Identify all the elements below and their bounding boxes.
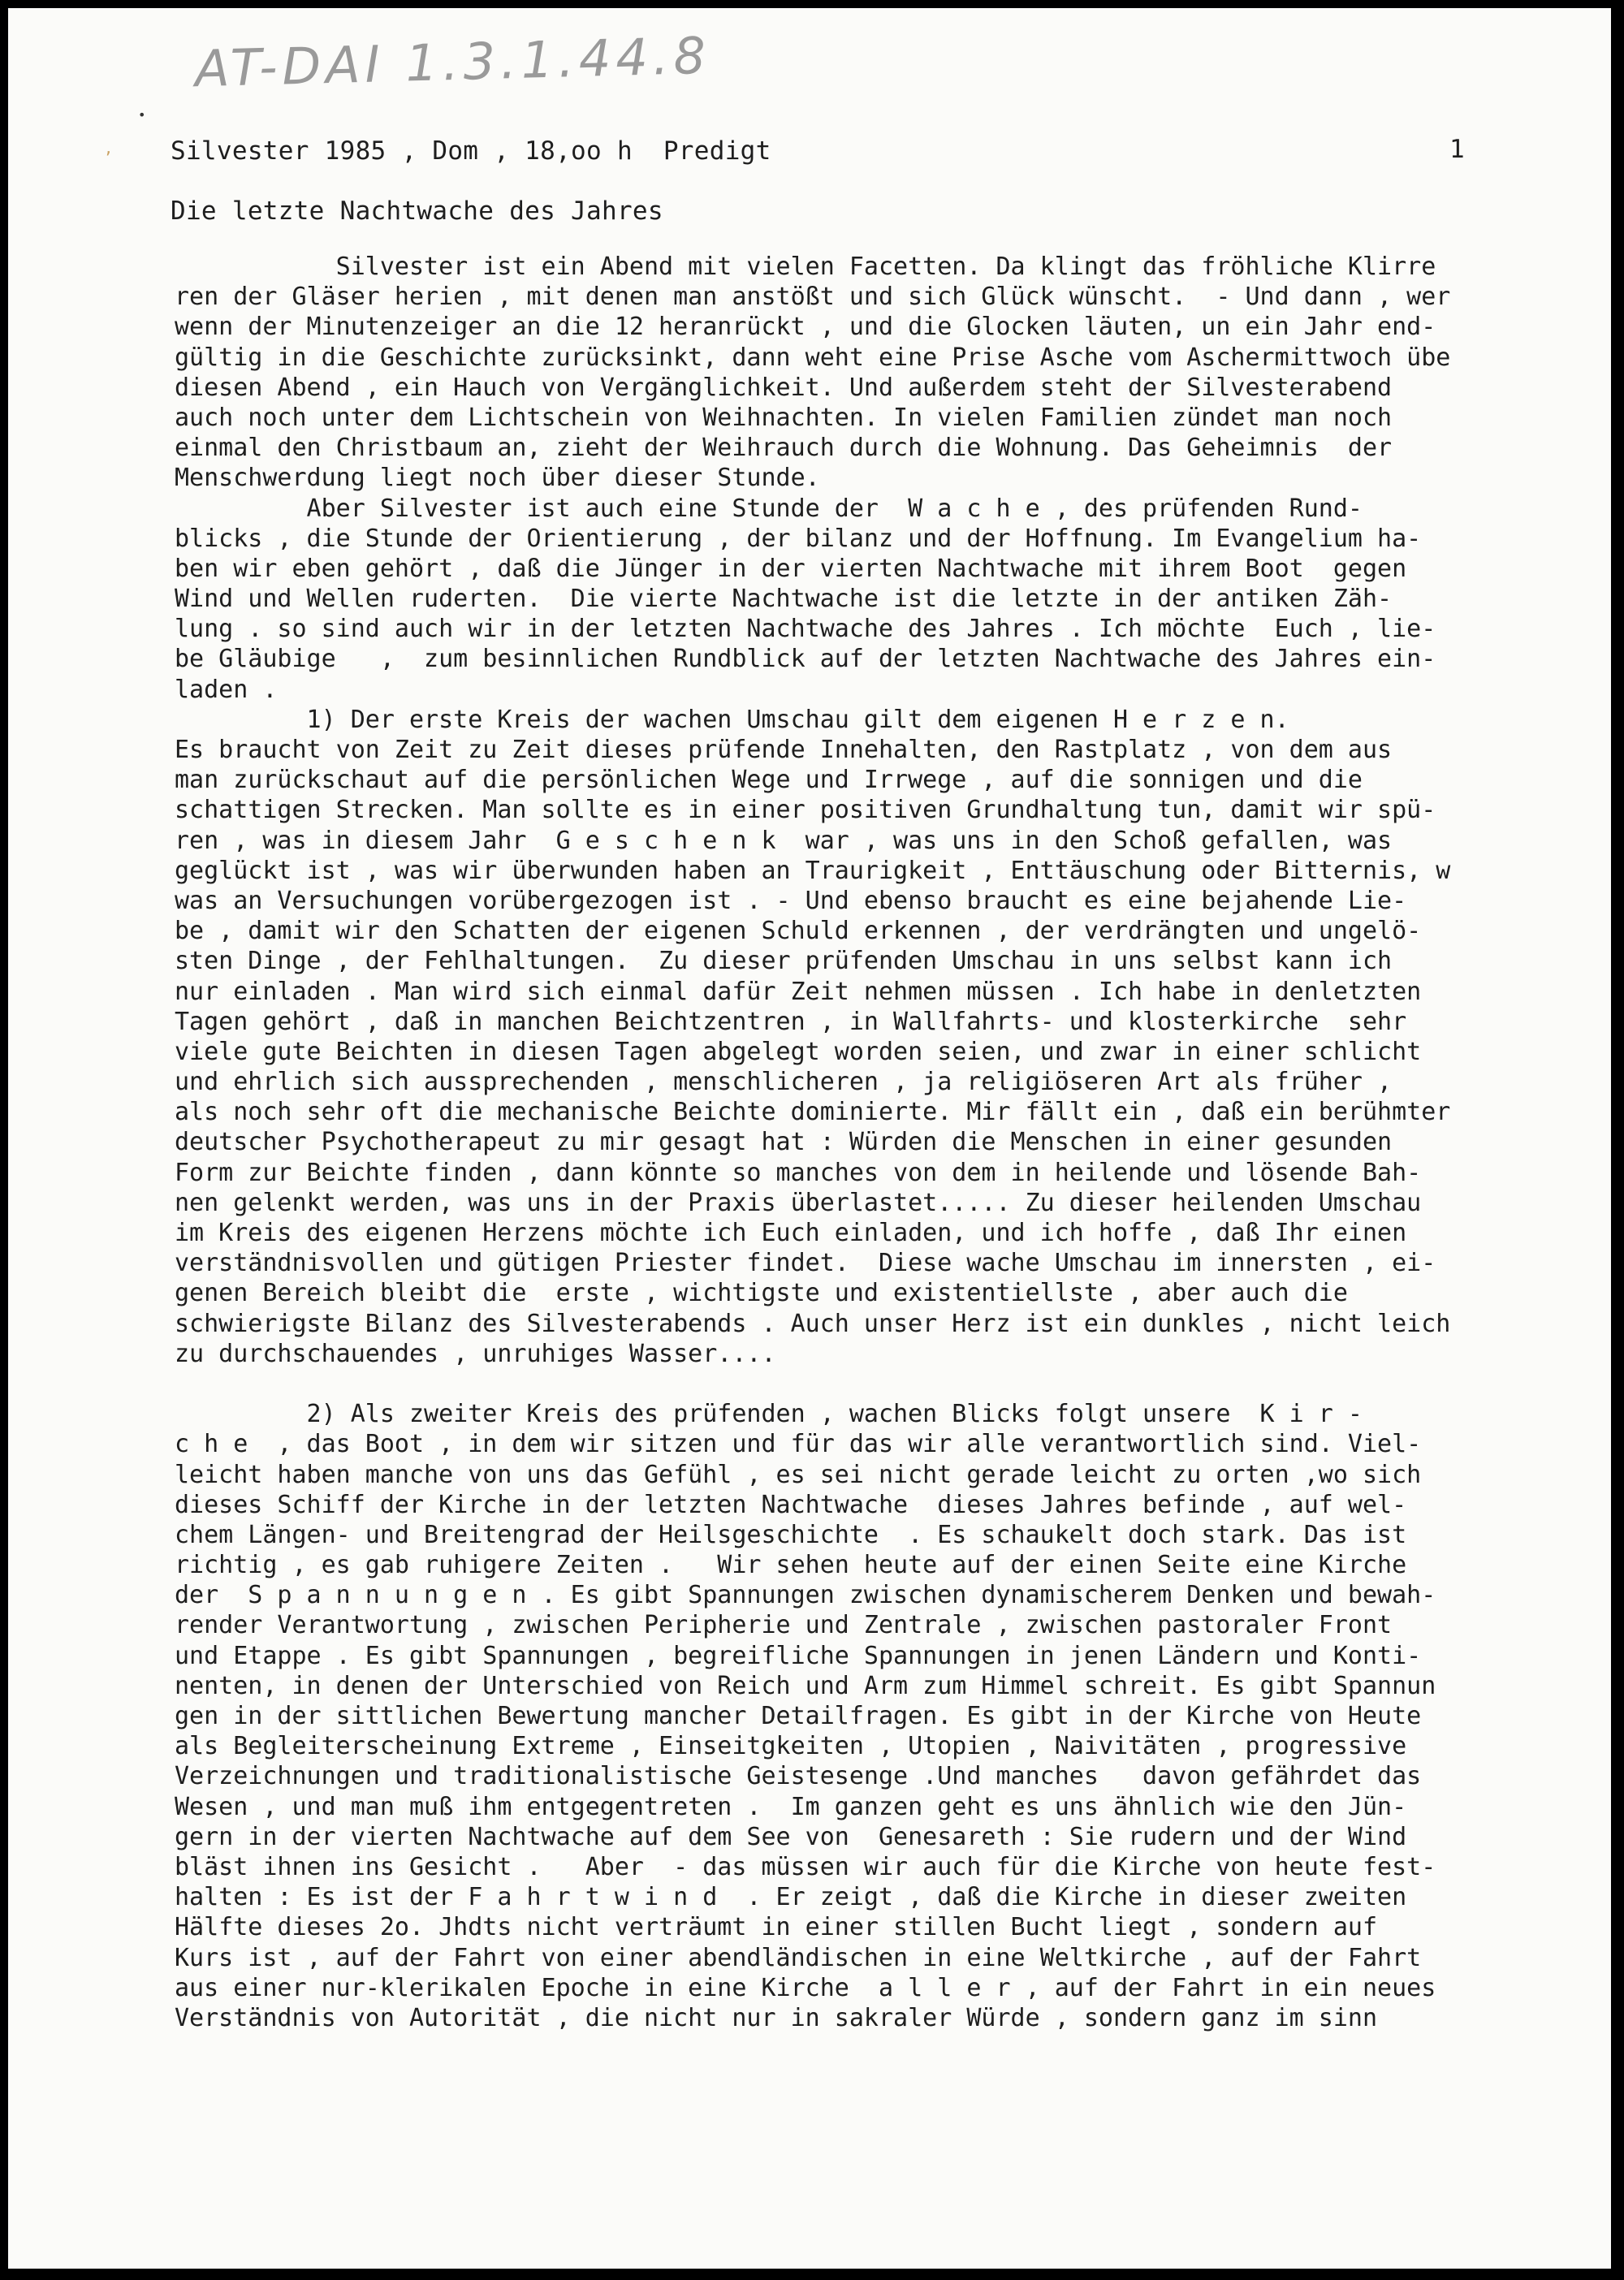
text-line: schattigen Strecken. Man sollte es in einer positiven Grundhaltung tun, damit wir spü- — [175, 796, 1436, 825]
text-line: viele gute Beichten in diesen Tagen abgelegt worden seien, und zwar in einer schlicht — [175, 1037, 1422, 1066]
text-line: leicht haben manche von uns das Gefühl , es sei nicht gerade leicht zu orten ,wo sich — [175, 1460, 1422, 1489]
ink-speck: • — [138, 107, 146, 123]
text-line: Aber Silvester ist auch eine Stunde der W a c h e , des prüfenden Rund- — [175, 494, 1363, 523]
sermon-title: Die letzte Nachtwache des Jahres — [171, 196, 663, 226]
text-line: sten Dinge , der Fehlhaltungen. Zu dieser prüfenden Umschau in uns selbst kann ich — [175, 947, 1393, 976]
text-line: 2) Als zweiter Kreis des prüfenden , wachen Blicks folgt unsere K i r - — [175, 1400, 1363, 1429]
text-line: lung . so sind auch wir in der letzten Nachtwache des Jahres . Ich möchte Euch , lie- — [175, 615, 1436, 644]
text-line: auch noch unter dem Lichtschein von Weihnachten. In vielen Familien zündet man noch — [175, 403, 1393, 432]
text-line: Tagen gehört , daß in manchen Beichtzentren , in Wallfahrts- und klosterkirche sehr — [175, 1007, 1407, 1036]
text-line: genen Bereich bleibt die erste , wichtigste und existentiellste , aber auch die — [175, 1279, 1348, 1308]
text-line: blicks , die Stunde der Orientierung , der bilanz und der Hoffnung. Im Evangelium ha- — [175, 524, 1422, 553]
text-line: chem Längen- und Breitengrad der Heilsgeschichte . Es schaukelt doch stark. Das ist — [175, 1520, 1407, 1549]
text-line: Wesen , und man muß ihm entgegentreten . Im ganzen geht es uns ähnlich wie den Jün- — [175, 1792, 1407, 1821]
text-line: im Kreis des eigenen Herzens möchte ich Euch einladen, und ich hoffe , daß Ihr einen — [175, 1219, 1407, 1247]
text-line: Verzeichnungen und traditionalistische Geistesenge .Und manches davon gefährdet das — [175, 1762, 1422, 1791]
text-line: laden . — [175, 675, 278, 704]
text-line: richtig , es gab ruhigere Zeiten . Wir sehen heute auf der einen Seite eine Kirche — [175, 1551, 1407, 1580]
text-line: gültig in die Geschichte zurücksinkt, dann weht eine Prise Asche vom Aschermittwoch übe — [175, 343, 1451, 372]
text-line: Hälfte dieses 2o. Jhdts nicht verträumt in einer stillen Bucht liegt , sondern auf — [175, 1913, 1378, 1942]
text-line: Form zur Beichte finden , dann könnte so manches von dem in heilende und lösende Bah- — [175, 1158, 1422, 1187]
text-line: Kurs ist , auf der Fahrt von einer abendländischen in eine Weltkirche , auf der Fahrt — [175, 1943, 1422, 1972]
text-line: Silvester ist ein Abend mit vielen Facetten. Da klingt das fröhliche Klirre — [175, 253, 1436, 281]
text-line: aus einer nur-klerikalen Epoche in eine Kirche a l l e r , auf der Fahrt in ein neues — [175, 1973, 1436, 2002]
text-line: gen in der sittlichen Bewertung mancher Detailfragen. Es gibt in der Kirche von Heute — [175, 1702, 1422, 1730]
text-line: 1) Der erste Kreis der wachen Umschau gilt dem eigenen H e r z e n. — [175, 705, 1289, 734]
text-line: bläst ihnen ins Gesicht . Aber - das müssen wir auch für die Kirche von heute fest- — [175, 1852, 1436, 1881]
stain-mark: , — [106, 138, 111, 158]
sermon-body — [175, 252, 1587, 2033]
archive-reference-handwritten: AT-DAI 1.3.1.44.8 — [194, 25, 711, 99]
text-line: nen gelenkt werden, was uns in der Praxis überlastet..... Zu dieser heilenden Umschau — [175, 1188, 1422, 1217]
text-line: Wind und Wellen ruderten. Die vierte Nachtwache ist die letzte in der antiken Zäh- — [175, 585, 1393, 614]
text-line: schwierigste Bilanz des Silvesterabends . Auch unser Herz ist ein dunkles , nicht leich — [175, 1309, 1451, 1338]
text-line: verständnisvollen und gütigen Priester findet. Diese wache Umschau im innersten , ei- — [175, 1249, 1436, 1278]
text-line: gern in der vierten Nachtwache auf dem See von Genesareth : Sie rudern und der Wind — [175, 1822, 1407, 1851]
text-line: c h e , das Boot , in dem wir sitzen und für das wir alle verantwortlich sind. Viel- — [175, 1430, 1422, 1459]
text-line: ren , was in diesem Jahr G e s c h e n k war , was uns in den Schoß gefallen, was — [175, 826, 1393, 855]
page-number: 1 — [1449, 135, 1465, 164]
text-line: ren der Gläser herien , mit denen man anstößt und sich Glück wünscht. - Und dann , wer — [175, 283, 1451, 312]
document-page — [8, 8, 1611, 2269]
text-line: be Gläubige , zum besinnlichen Rundblick auf der letzten Nachtwache des Jahres ein- — [175, 645, 1436, 674]
sermon-header: Silvester 1985 , Dom , 18,oo h Predigt — [171, 136, 771, 166]
text-line: zu durchschauendes , unruhiges Wasser.... — [175, 1339, 776, 1368]
text-line: Verständnis von Autorität , die nicht nur in sakraler Würde , sondern ganz im sinn — [175, 2003, 1378, 2032]
text-line: nenten, in denen der Unterschied von Reich und Arm zum Himmel schreit. Es gibt Spannun — [175, 1671, 1436, 1700]
text-line: diesen Abend , ein Hauch von Vergänglichkeit. Und außerdem steht der Silvesterabend — [175, 373, 1393, 402]
text-line: Menschwerdung liegt noch über dieser Stunde. — [175, 464, 820, 493]
text-line: be , damit wir den Schatten der eigenen Schuld erkennen , der verdrängten und ungelö- — [175, 917, 1422, 946]
text-line: render Verantwortung , zwischen Peripherie und Zentrale , zwischen pastoraler Front — [175, 1611, 1393, 1640]
text-line: dieses Schiff der Kirche in der letzten Nachtwache dieses Jahres befinde , auf wel- — [175, 1490, 1407, 1519]
text-line: was an Versuchungen vorübergezogen ist . - Und ebenso braucht es eine bejahende Lie- — [175, 886, 1407, 915]
text-line: deutscher Psychotherapeut zu mir gesagt hat : Würden die Menschen in einer gesunden — [175, 1128, 1393, 1157]
text-line: geglückt ist , was wir überwunden haben an Traurigkeit , Enttäuschung oder Bitternis, w — [175, 856, 1451, 885]
text-line: wenn der Minutenzeiger an die 12 heranrückt , und die Glocken läuten, un ein Jahr end- — [175, 313, 1436, 342]
text-line: einmal den Christbaum an, zieht der Weihrauch durch die Wohnung. Das Geheimnis der — [175, 434, 1393, 463]
text-line: halten : Es ist der F a h r t w i n d . Er zeigt , daß die Kirche in dieser zweiten — [175, 1883, 1407, 1912]
text-line: als Begleiterscheinung Extreme , Einseitgkeiten , Utopien , Naivitäten , progressive — [175, 1732, 1407, 1761]
text-line: nur einladen . Man wird sich einmal dafür Zeit nehmen müssen . Ich habe in denletzten — [175, 977, 1422, 1006]
text-line: und ehrlich sich aussprechenden , menschlicheren , ja religiöseren Art als früher , — [175, 1068, 1393, 1097]
text-line: Es braucht von Zeit zu Zeit dieses prüfende Innehalten, den Rastplatz , von dem aus — [175, 736, 1393, 764]
text-line: der S p a n n u n g e n . Es gibt Spannungen zwischen dynamischerem Denken und bewah- — [175, 1581, 1436, 1610]
text-line: man zurückschaut auf die persönlichen Wege und Irrwege , auf die sonnigen und die — [175, 766, 1363, 795]
text-line — [175, 1369, 1587, 1399]
text-line: ben wir eben gehört , daß die Jünger in der vierten Nachtwache mit ihrem Boot gegen — [175, 554, 1407, 583]
text-line: als noch sehr oft die mechanische Beichte dominierte. Mir fällt ein , daß ein berühmter — [175, 1098, 1451, 1127]
text-line: und Etappe . Es gibt Spannungen , begreifliche Spannungen in jenen Ländern und Konti- — [175, 1641, 1422, 1670]
